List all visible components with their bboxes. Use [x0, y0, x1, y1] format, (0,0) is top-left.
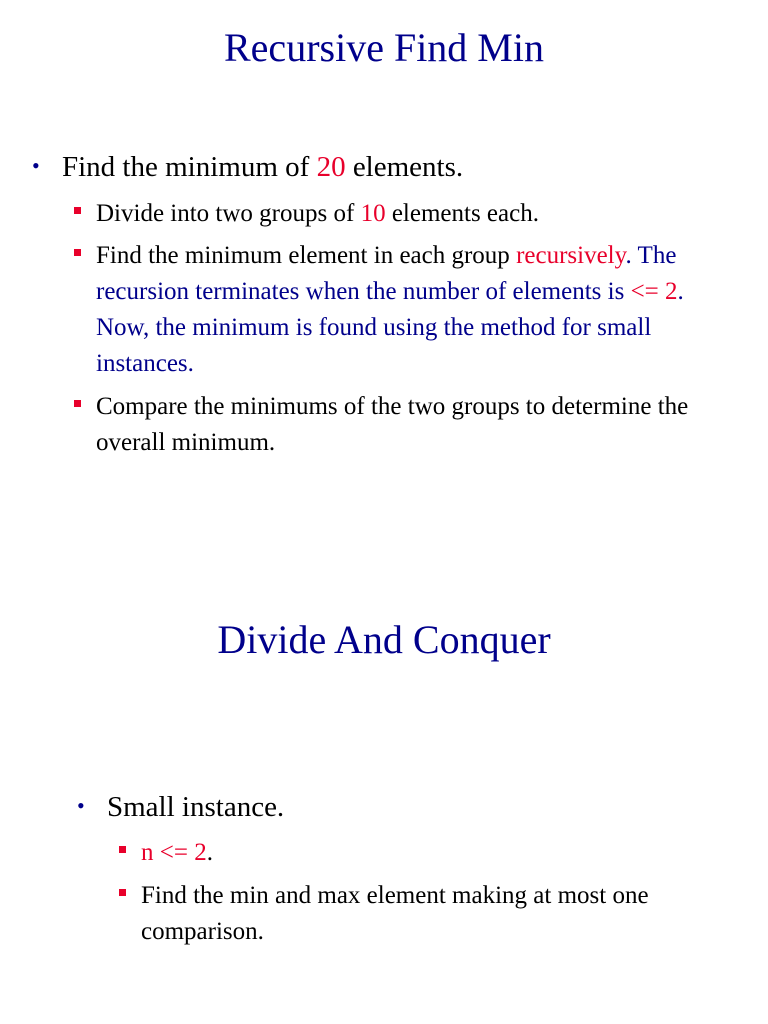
sub-bullet-recursive — [96, 238, 736, 382]
sub-bullet-divide — [96, 196, 736, 232]
square-bullet-icon — [119, 889, 126, 896]
sub-number: 10 — [360, 200, 386, 227]
sub-text-c: . The recursion terminates when the number of elements is — [96, 242, 677, 305]
bullet-dot-icon: • — [32, 153, 40, 178]
square-bullet-icon — [74, 207, 81, 214]
sub-bullet-compare — [96, 389, 736, 461]
square-bullet-icon — [119, 846, 126, 853]
sub-bullet-n — [141, 835, 741, 871]
slide-title: Recursive Find Min — [224, 25, 544, 70]
sub-text: Find the min and max element making at most one comparison. — [141, 882, 649, 945]
bullet-find-minimum — [32, 149, 742, 185]
sub-text-pre: Divide into two groups of — [96, 200, 361, 227]
bullet-text-post: elements. — [345, 151, 464, 183]
bullet-text: Small instance. — [107, 791, 285, 823]
sub-text-post: elements each. — [385, 200, 539, 227]
sub-text-period: . — [206, 839, 213, 866]
bullet-number: 20 — [316, 151, 346, 183]
square-bullet-icon — [74, 249, 81, 256]
sub-text-e: . Now, the minimum is found using the method for small instances. — [96, 278, 684, 377]
slide-divide-and-conquer — [0, 512, 768, 1024]
sub-text-n: n <= 2 — [141, 839, 207, 866]
sub-text-threshold: <= 2 — [630, 278, 678, 305]
bullet-small-instance — [77, 789, 727, 825]
sub-text-a: Find the minimum element in each group — [96, 242, 517, 269]
sub-bullet-min-max — [141, 878, 741, 950]
bullet-dot-icon: • — [77, 793, 85, 818]
sub-text: Compare the minimums of the two groups to determine the overall minimum. — [96, 393, 689, 456]
bullet-text-pre: Find the minimum of — [62, 151, 317, 183]
slide-title: Divide And Conquer — [217, 617, 551, 662]
sub-text-recursively: recursively — [516, 242, 626, 269]
square-bullet-icon — [74, 400, 81, 407]
